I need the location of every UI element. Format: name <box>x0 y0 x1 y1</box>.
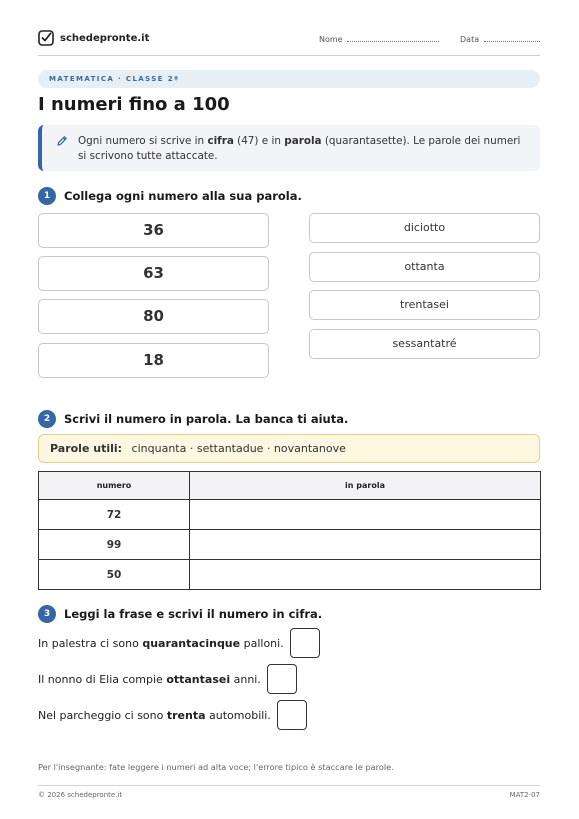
number-card[interactable]: 36 <box>38 213 269 248</box>
info-box <box>38 125 540 171</box>
table-cell-number: 99 <box>39 530 190 560</box>
table-row <box>39 500 541 530</box>
sentence-text: Il nonno di Elia compie ottantasei anni. <box>38 672 261 686</box>
info-text: Ogni numero si scrive in cifra (47) e in parola (quarantasette). Le parole dei numeri si scrivono tutte attaccate. <box>78 135 521 162</box>
answer-cell[interactable] <box>190 560 541 590</box>
brand-logo <box>38 30 149 46</box>
section-number-badge: 3 <box>38 605 56 623</box>
name-line[interactable] <box>347 36 439 42</box>
sentence-text: In palestra ci sono quarantacinque palloni. <box>38 636 284 650</box>
date-line[interactable] <box>484 36 540 42</box>
sentence-item <box>38 700 307 730</box>
date-field[interactable] <box>460 35 540 44</box>
brand-name: schedepronte.it <box>60 32 150 44</box>
section-1-heading <box>38 187 302 205</box>
section-number-badge: 1 <box>38 187 56 205</box>
page-footer <box>38 785 540 799</box>
name-label: Nome <box>319 35 343 44</box>
table-header-row <box>39 472 541 500</box>
date-label: Data <box>460 35 480 44</box>
word-card[interactable]: trentasei <box>309 290 540 320</box>
number-card[interactable]: 80 <box>38 299 269 334</box>
section-2-heading <box>38 410 348 428</box>
copyright: © 2026 schedepronte.it <box>38 791 123 799</box>
word-bank-label: Parole utili: <box>50 442 123 455</box>
table-row <box>39 560 541 590</box>
answer-box[interactable] <box>290 628 320 658</box>
word-card[interactable]: sessantatré <box>309 329 540 359</box>
number-card[interactable]: 63 <box>38 256 269 291</box>
word-card[interactable]: ottanta <box>309 252 540 282</box>
checkbox-logo-icon <box>38 30 54 46</box>
word-card[interactable]: diciotto <box>309 213 540 243</box>
column-header-number: numero <box>39 472 190 500</box>
answer-table <box>38 471 541 590</box>
sentence-text: Nel parcheggio ci sono trenta automobili. <box>38 708 271 722</box>
section-title: Leggi la frase e scrivi il numero in cifra. <box>64 607 323 621</box>
pencil-icon <box>56 135 68 147</box>
sentence-item <box>38 664 297 694</box>
section-number-badge: 2 <box>38 410 56 428</box>
table-cell-number: 50 <box>39 560 190 590</box>
word-bank <box>38 434 540 463</box>
table-row <box>39 530 541 560</box>
sentence-item <box>38 628 320 658</box>
answer-cell[interactable] <box>190 530 541 560</box>
word-bank-words: cinquanta · settantadue · novantanove <box>131 442 346 455</box>
section-3-heading <box>38 605 322 623</box>
answer-cell[interactable] <box>190 500 541 530</box>
teacher-note: Per l'insegnante: fate leggere i numeri ad alta voce; l'errore tipico è staccare le parole. <box>38 762 394 772</box>
answer-box[interactable] <box>267 664 297 694</box>
page-header <box>38 30 540 56</box>
number-card[interactable]: 18 <box>38 343 269 378</box>
table-cell-number: 72 <box>39 500 190 530</box>
section-title: Collega ogni numero alla sua parola. <box>64 189 302 203</box>
answer-box[interactable] <box>277 700 307 730</box>
worksheet-code: MAT2-07 <box>509 791 540 799</box>
page-title: I numeri fino a 100 <box>38 94 230 115</box>
section-title: Scrivi il numero in parola. La banca ti aiuta. <box>64 412 349 426</box>
column-header-word: in parola <box>190 472 541 500</box>
subject-pill: MATEMATICA · CLASSE 2ª <box>38 70 540 88</box>
name-field[interactable] <box>319 35 439 44</box>
